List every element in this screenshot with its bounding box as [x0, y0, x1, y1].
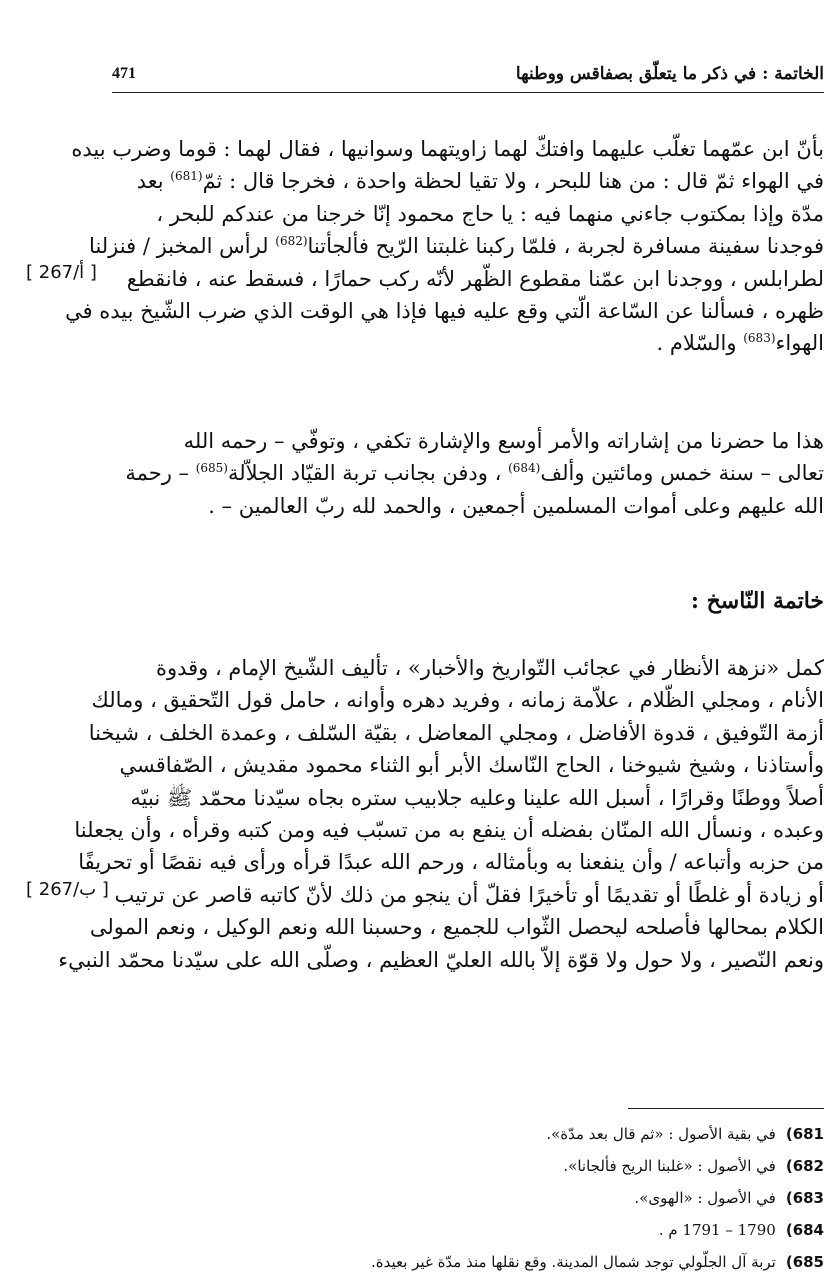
- page-number: 471: [112, 65, 136, 82]
- footnote-ref-684[interactable]: (684): [508, 461, 541, 476]
- paragraph-1: [65, 133, 824, 360]
- manuscript-folio-ref: [ 267/ب ]: [26, 879, 109, 900]
- text-line: [112, 165, 824, 197]
- paragraph-2: [112, 425, 824, 522]
- footnotes: [112, 1118, 824, 1278]
- footnote-number: 684): [785, 1221, 824, 1239]
- text-line: هذا ما حضرنا من إشاراته والأمر أوسع والإشارة تكفي ، وتوفّي – رحمه الله: [183, 429, 824, 453]
- footnote-text: في بقية الأصول : «ثم قال بعد مدّة».: [546, 1125, 776, 1143]
- text-segment: لرأس المخبز / فنزلنا: [89, 234, 269, 259]
- text-line: لطرابلس ، ووجدنا ابن عمّنا مقطوع الظّهر لأنّه ركب حمارًا ، فسقط عنه ، فانقطع: [126, 266, 824, 291]
- running-title: الخاتمة : في ذكر ما يتعلّق بصفاقس ووطنها: [515, 64, 824, 84]
- footnote-text: في الأصول : «غلبنا الريح فألجانا».: [563, 1157, 776, 1175]
- footnote-divider: [628, 1108, 824, 1109]
- footnote-684: [112, 1214, 824, 1246]
- section-heading: خاتمة النّاسخ :: [690, 588, 824, 614]
- running-header: [112, 56, 824, 93]
- footnote-683: [112, 1182, 824, 1214]
- text-line: الله عليهم وعلى أموات المسلمين أجمعين ، والحمد لله ربّ العالمين – .: [208, 493, 824, 518]
- footnote-685: [112, 1246, 824, 1278]
- text-line: وعبده ، ونسأل الله المنّان بفضله أن ينفع به من تسبّب فيه ومن كتبه وقرأه ، وأن يجعلنا: [74, 818, 824, 843]
- manuscript-folio-ref: [ 267/أ ]: [26, 262, 97, 283]
- text-line: ونعم النّصير ، ولا حول ولا قوّة إلاّ بالله العليّ العظيم ، وصلّى الله على سيّدنا محمّد النبيء: [58, 947, 824, 972]
- text-line: أزمة التّوفيق ، قدوة الأفاضل ، ومجلي المعاضل ، بقيّة السّلف ، وعمدة الخلف ، شيخنا: [88, 720, 824, 745]
- text-line: الأنام ، ومجلي الظّلام ، علاّمة زمانه ، وفريد دهره وأوانه ، حامل قول التّحقيق ، ومالك: [91, 688, 824, 713]
- footnote-number: 682): [785, 1157, 824, 1175]
- footnote-text: 1790 – 1791 م .: [658, 1221, 776, 1239]
- footnote-text: في الأصول : «الهوى».: [634, 1189, 776, 1207]
- footnote-682: [112, 1150, 824, 1182]
- text-line: أصلاً ووطنًا وقرارًا ، أسبل الله علينا وعليه جلابيب ستره بجاه سيّدنا محمّد ﷺ نبيّه: [130, 785, 824, 810]
- text-segment: الهواء: [775, 331, 824, 356]
- text-segment: في الهواء ثمّ قال : من هنا للبحر ، ولا تقيا لحظة واحدة ، فخرجا قال : ثمّ: [202, 169, 824, 194]
- footnote-text: تربة آل الجلّولي توجد شمال المدينة. وقع نقلها منذ مدّة غير بعيدة.: [370, 1253, 776, 1271]
- footnote-ref-683[interactable]: (683): [743, 331, 776, 346]
- text-line: ظهره ، فسألنا عن السّاعة الّتي وقع عليه فيها فإذا هي الوقت الذي ضرب الشّيخ بيده في: [65, 299, 824, 324]
- text-line: وأستاذنا ، وشيخ شيوخنا ، الحاج النّاسك الأبر أبو الثناء محمود مقديش ، الصّفاقسي: [119, 753, 824, 778]
- text-segment: تعالى – سنة خمس ومائتين وألف: [540, 461, 824, 486]
- text-line: [89, 230, 824, 262]
- text-line: كمل «نزهة الأنظار في عجائب التّواريخ والأخبار» ، تأليف الشّيخ الإمام ، وقدوة: [155, 656, 824, 680]
- text-line: مدّة وإذا بمكتوب جاءني منهما فيه : يا حاج محمود إنّا خرجنا من عندكم للبحر ،: [156, 201, 824, 226]
- text-line: أو زيادة أو غلطًا أو تقديمًا أو تأخيرًا فقلّ أن ينجو من ذلك لأنّ كاتبه قاصر عن ترتيب: [114, 882, 824, 907]
- text-segment: بعد: [136, 169, 164, 194]
- footnote-number: 683): [785, 1189, 824, 1207]
- text-line: [112, 457, 824, 489]
- text-line: [112, 327, 824, 359]
- footnote-681: [112, 1118, 824, 1150]
- footnote-ref-685[interactable]: (685): [195, 461, 228, 476]
- text-line: بأنّ ابن عمّهما تغلّب عليهما وافتكّ لهما زاويتهما وسوانيها ، فقال لهما : قوما وضرب بيده: [71, 137, 824, 161]
- text-segment: والسّلام .: [656, 331, 737, 356]
- text-line: من حزبه وأتباعه / وأن ينفعنا به وبأمثاله ، ورحم الله عبدًا قرأه ورأى فيه نقصًا أو تحريفًا: [78, 850, 824, 875]
- text-segment: – رحمة: [125, 461, 190, 486]
- text-line: الكلام بمحالها فأصلحه ليحصل الثّواب للجميع ، وحسبنا الله ونعم الوكيل ، ونعم المولى: [89, 915, 824, 940]
- text-segment: فوجدنا سفينة مسافرة لجربة ، فلمّا ركبنا غلبتنا الرّيح فألجأتنا: [307, 234, 824, 259]
- text-segment: ، ودفن بجانب تربة القيّاد الجلاّلة: [227, 461, 502, 486]
- footnote-ref-682[interactable]: (682): [275, 234, 308, 249]
- footnote-number: 685): [785, 1253, 824, 1271]
- footnote-ref-681[interactable]: (681): [170, 169, 203, 184]
- footnote-number: 681): [785, 1125, 824, 1143]
